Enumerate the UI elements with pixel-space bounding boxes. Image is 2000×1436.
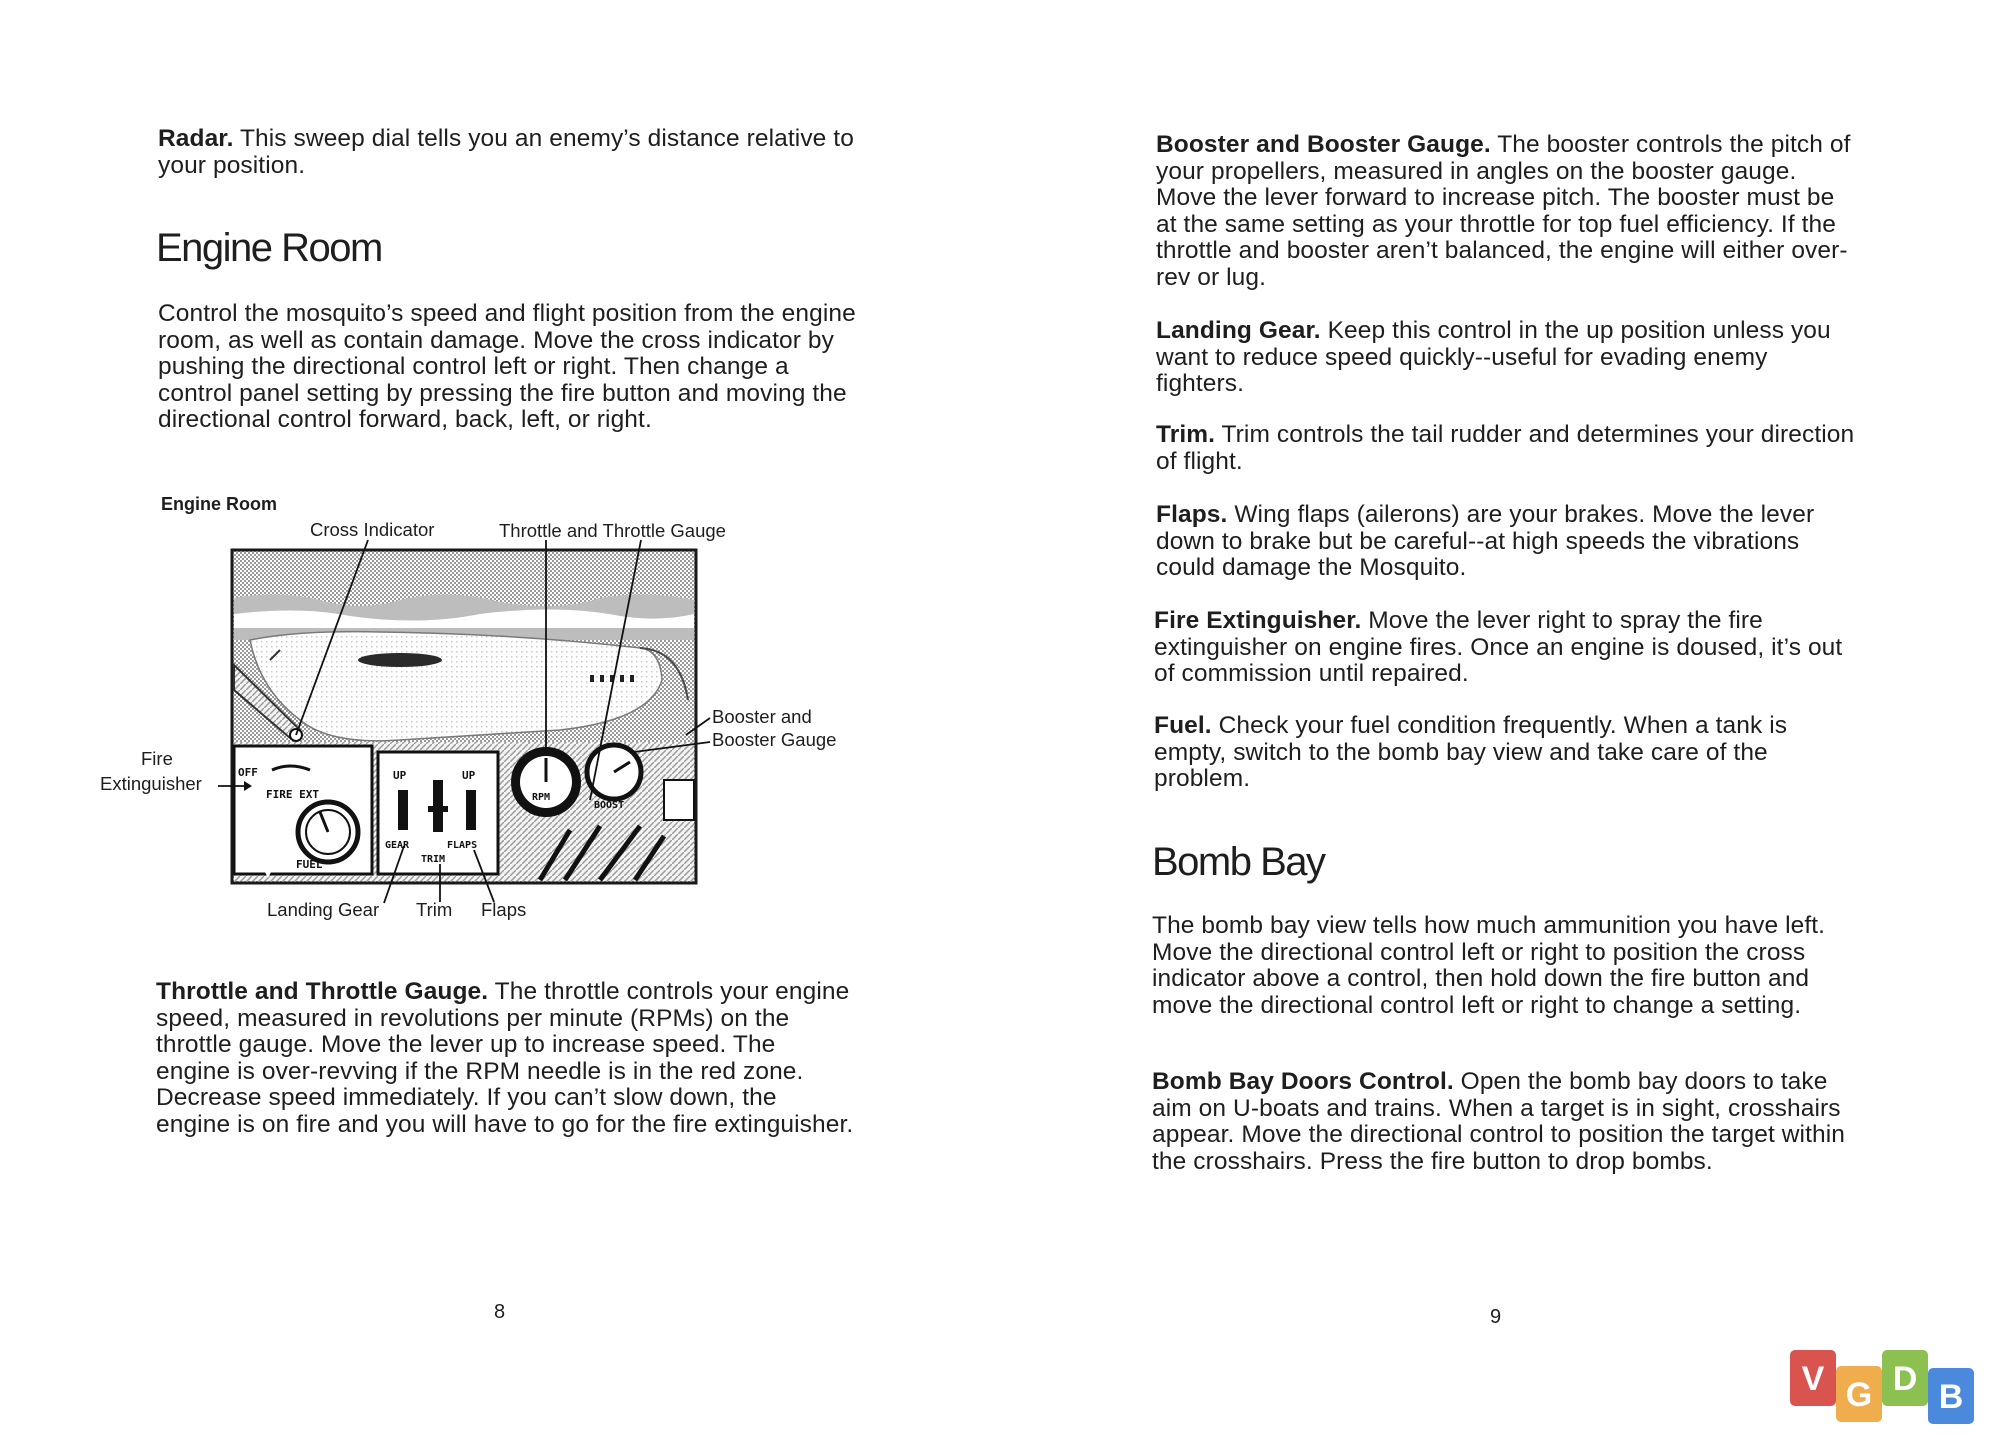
trim-term: Trim. [1156,421,1216,448]
callout-trim: Trim [416,899,453,920]
panel-trim-label: TRIM [421,854,446,865]
flaps-term: Flaps. [1156,501,1228,528]
throttle-text: The throttle controls your engine speed, measured in revolutions per minute (RPMs) on the throttle gauge. Move the lever up to increase speed. The engine is over-revving if the RPM needle is in the red zone. Decrease speed immediately. If you can’t slow down, the engine is on fire and you will have to go for the fire extinguisher. [156,978,854,1138]
panel-up-flaps-label: UP [462,769,476,782]
bomb-bay-doors-text: Open the bomb bay doors to take aim on U-boats and trains. When a target is in sight, crosshairs appear. Move the directional control to position the target within the crosshairs. Press the fire button to drop bombs. [1152,1068,1846,1175]
throttle-paragraph [156,979,856,1138]
svg-text:B: B [1938,1378,1964,1416]
flaps-paragraph [1156,502,1856,582]
panel-rpm-label: RPM [532,792,551,803]
booster-paragraph [1156,132,1856,291]
vgdb-tile-g [1836,1366,1882,1422]
engine-room-heading: Engine Room [156,226,382,270]
throttle-term: Throttle and Throttle Gauge. [156,978,489,1005]
right-page [1000,0,2000,1436]
trim-text: Trim controls the tail rudder and determines your direction of flight. [1156,421,1855,475]
engine-room-figure [0,0,1000,1000]
callout-fire-line1: Fire [141,748,173,769]
page-number-right: 9 [1490,1306,1502,1328]
landing-gear-text: Keep this control in the up position unless you want to reduce speed quickly--useful for evading enemy fighters. [1156,317,1831,397]
callout-cross-indicator: Cross Indicator [310,519,435,540]
svg-text:V: V [1801,1360,1825,1398]
figure-caption: Engine Room [161,494,277,514]
panel-gear-label: GEAR [385,840,410,851]
bomb-bay-intro: The bomb bay view tells how much ammunition you have left. Move the directional control left or right to position the cross indicator above a control, then hold down the fire button and move the directional control left or right to change a setting. [1152,912,1826,1019]
landing-gear-term: Landing Gear. [1156,317,1321,344]
callout-booster-line1: Booster and [712,706,812,727]
booster-term: Booster and Booster Gauge. [1156,131,1491,158]
vgdb-logo [1790,1348,1990,1428]
page-number-left: 8 [494,1301,506,1323]
vgdb-tile-b [1928,1368,1974,1424]
callout-landing-gear: Landing Gear [267,899,380,920]
panel-fire-ext-label: FIRE EXT [266,788,319,801]
fire-extinguisher-term: Fire Extinguisher. [1154,607,1362,634]
fuel-text: Check your fuel condition frequently. When a tank is empty, switch to the bomb bay view and take care of the problem. [1154,712,1788,792]
fuel-paragraph [1154,713,1854,793]
booster-text: The booster controls the pitch of your propellers, measured in angles on the booster gauge. Move the lever forward to increase pitch. The booster must be at the same setting as your throttle for top fuel efficiency. If the throttle and booster aren’t balanced, the engine will either over-rev or lug. [1156,131,1851,291]
vgdb-tile-v [1790,1350,1836,1406]
panel-boost-label: BOOST [594,800,625,811]
radar-text: This sweep dial tells you an enemy’s distance relative to your position. [158,125,854,179]
fuel-term: Fuel. [1154,712,1212,739]
panel-flaps-label: FLAPS [447,840,478,851]
landing-gear-paragraph [1156,318,1856,398]
callout-throttle-gauge: Throttle and Throttle Gauge [499,520,726,541]
fire-extinguisher-text: Move the lever right to spray the fire extinguisher on engine fires. Once an engine is doused, it’s out of commission until repaired. [1154,607,1843,687]
svg-text:D: D [1892,1360,1918,1398]
vgdb-tile-d [1882,1350,1928,1406]
fire-extinguisher-paragraph [1154,608,1854,688]
engine-room-intro: Control the mosquito’s speed and flight position from the engine room, as well as contain damage. Move the cross indicator by pushing the directional control left or right. Then change a control panel setting by pressing the fire button and moving the directional control forward, back, left, or right. [158,300,856,433]
trim-paragraph [1156,422,1856,475]
svg-text:G: G [1845,1376,1873,1414]
bomb-bay-doors-paragraph [1152,1069,1852,1175]
bomb-bay-heading: Bomb Bay [1152,840,1325,884]
panel-fuel-label: FUEL [296,858,323,871]
callout-flaps: Flaps [481,899,527,920]
panel-off-label: OFF [238,766,258,779]
radar-term: Radar. [158,125,234,152]
callout-fire-line2: Extinguisher [100,773,202,794]
bomb-bay-doors-term: Bomb Bay Doors Control. [1152,1068,1454,1095]
callout-booster-line2: Booster Gauge [712,729,837,750]
flaps-text: Wing flaps (ailerons) are your brakes. Move the lever down to brake but be careful--at high speeds the vibrations could damage the Mosquito. [1156,501,1815,581]
panel-up-gear-label: UP [393,769,407,782]
